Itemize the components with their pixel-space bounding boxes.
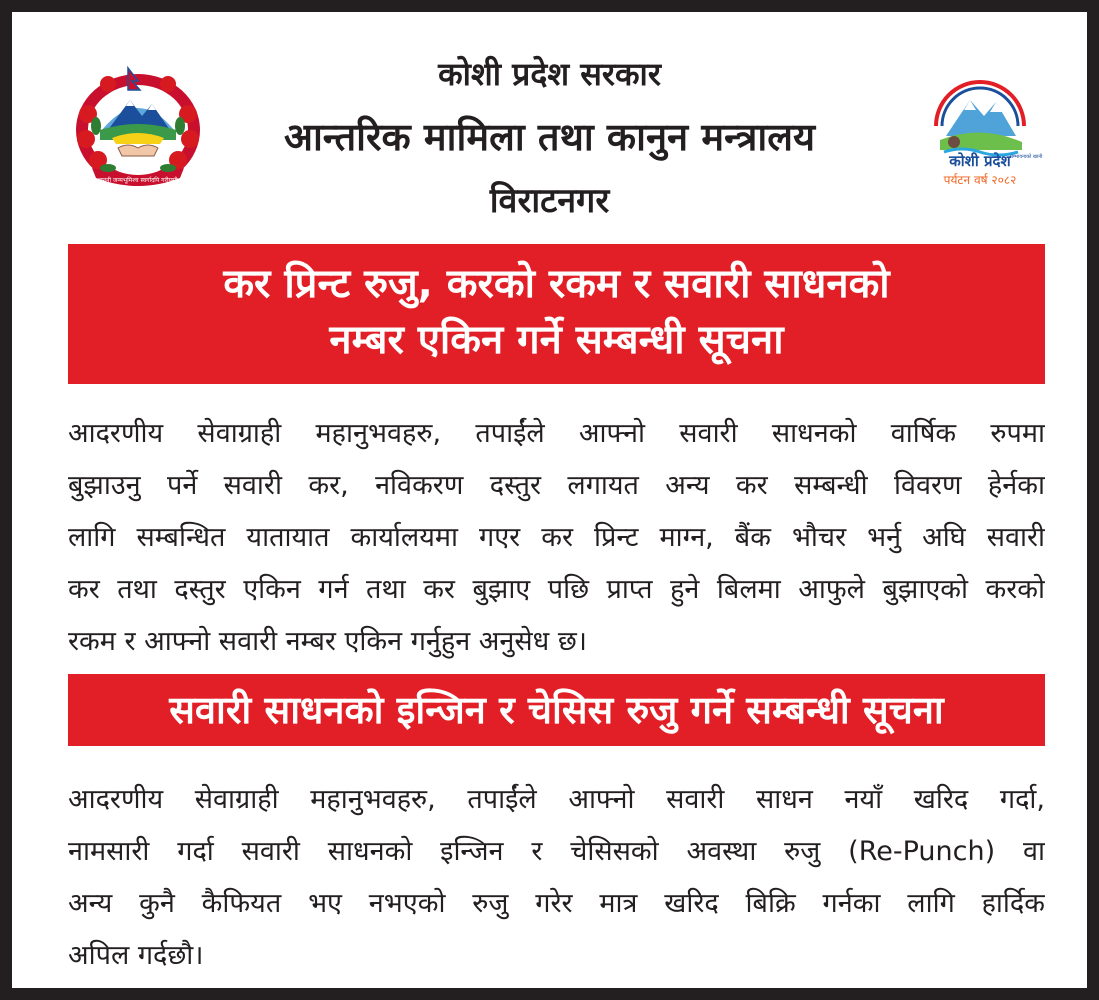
- government-title: कोशी प्रदेश सरकार: [438, 55, 661, 93]
- notice1-body-line-1: आदरणीय सेवाग्राही महानुभवहरु, तपाईंले आफ्नो सवारी साधनको वार्षिक रुपमा: [68, 418, 1045, 449]
- notice1-body-line-4: कर तथा दस्तुर एकिन गर्न तथा कर बुझाए पछि प्राप्त हुने बिलमा आफुले बुझाएको करको: [68, 574, 1045, 605]
- notice1-body-line-5: रकम र आफ्नो सवारी नम्बर एकिन गर्नुहुन अनुसेध छ।: [68, 626, 588, 657]
- koshi-tourism-logo-icon: [910, 62, 1050, 192]
- notice1-body-line-3: लागि सम्बन्धित यातायात कार्यालयमा गएर कर प्रिन्ट माग्न, बैंक भौचर भर्नु अघि सवारी: [68, 522, 1045, 553]
- notice1-body-line-2: बुझाउनु पर्ने सवारी कर, नविकरण दस्तुर लगायत अन्य कर सम्बन्धी विवरण हेर्नका: [68, 470, 1045, 501]
- brand-tagline: पर्यटन वर्ष २०८२: [943, 173, 1017, 187]
- city-title: विराटनगर: [489, 181, 610, 221]
- header: [12, 12, 1087, 242]
- notice2-body: [68, 774, 1045, 982]
- notice2-heading: [68, 674, 1045, 746]
- notice2-body-line-1: आदरणीय सेवाग्राही महानुभवहरु, तपाईंले आफ्नो सवारी साधन नयाँ खरिद गर्दा,: [68, 784, 1045, 815]
- ministry-title: आन्तरिक मामिला तथा कानुन मन्त्रालय: [283, 115, 816, 159]
- brand-name: कोशी प्रदेश: [949, 152, 1011, 170]
- notice2-body-line-2: नामसारी गर्दा सवारी साधनको इन्जिन र चेसिसको अवस्था रुजु (Re-Punch) वा: [68, 836, 1045, 867]
- notice1-heading-line-2: नम्बर एकिन गर्ने सम्बन्धी सूचना: [329, 317, 784, 363]
- notice2-body-line-3: अन्य कुनै कैफियत भए नभएको रुजु गरेर मात्र खरिद बिक्रि गर्नका लागि हार्दिक: [68, 888, 1045, 919]
- notice2-heading-text: सवारी साधनको इन्जिन र चेसिस रुजु गर्ने सम्बन्धी सूचना: [169, 688, 944, 732]
- notice2-body-line-4: अपिल गर्दछौ।: [68, 940, 204, 971]
- notice1-heading: [68, 244, 1045, 384]
- notice1-body: [68, 408, 1045, 668]
- notice1-heading-line-1: कर प्रिन्ट रुजु, करको रकम र सवारी साधनको: [223, 261, 890, 307]
- emblem-motto: जननी जन्मभूमिश्च स्वर्गादपि गरीयसी: [98, 177, 178, 184]
- brand-script: सम्भावनाको खानी: [1009, 154, 1043, 160]
